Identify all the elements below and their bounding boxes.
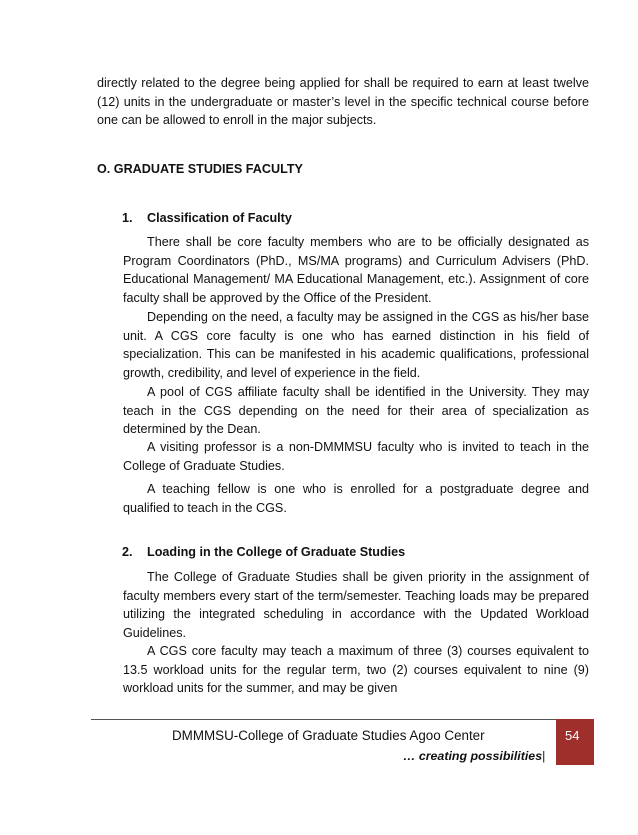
paragraph: A pool of CGS affiliate faculty shall be identified in the University. They may teach in the CGS depending on the need for their area of specialization as determined by the Dean. [123, 385, 589, 437]
section-heading: O. GRADUATE STUDIES FACULTY [97, 162, 303, 176]
subsection-title: Classification of Faculty [147, 211, 292, 225]
subsection-number: 1. [122, 211, 133, 225]
subsection-number: 2. [122, 545, 133, 559]
subsection-title: Loading in the College of Graduate Studies [147, 545, 406, 559]
footer-divider [91, 719, 557, 720]
intro-paragraph: directly related to the degree being applied for shall be required to earn at least twelve (12) units in the undergraduate or master’s level in the specific technical course before one can be allowed to enroll in the major subjects. [97, 76, 589, 128]
footer-tagline-text: … creating possibilities [403, 749, 543, 763]
footer-title: DMMMSU-College of Graduate Studies Agoo Center [172, 728, 485, 743]
paragraph: A visiting professor is a non-DMMMSU faculty who is invited to teach in the College of Graduate Studies. [123, 440, 589, 473]
paragraph: A CGS core faculty may teach a maximum of three (3) courses equivalent to 13.5 workload units for the regular term, two (2) courses equivalent to nine (9) workload units for the summer, and may be given [123, 644, 589, 696]
page-number: 54 [565, 728, 580, 743]
paragraph: A teaching fellow is one who is enrolled for a postgraduate degree and qualified to teach in the CGS. [123, 482, 589, 515]
paragraph: There shall be core faculty members who are to be officially designated as Program Coordinators (PhD., MS/MA programs) and Curriculum Advisers (PhD. Educational Management/ MA Educational Management, etc.). Assignment of core faculty shall be approved by the Office of the President. [123, 235, 589, 305]
paragraph: The College of Graduate Studies shall be given priority in the assignment of faculty members every start of the term/semester. Teaching loads may be prepared utilizing the integrated scheduling in accordance with the Updated Workload Guidelines. [123, 570, 589, 640]
paragraph: Depending on the need, a faculty may be assigned in the CGS as his/her base unit. A CGS core faculty is one who has earned distinction in his field of specialization. This can be manifested in his academic qualifications, professional growth, credibility, and level of experience in the field. [123, 310, 589, 380]
page-number-box [556, 719, 594, 765]
subsection-heading-2 [122, 545, 405, 559]
footer-tagline [403, 749, 545, 763]
footer-tagline-bar: | [542, 749, 546, 763]
subsection-heading-1 [122, 211, 292, 225]
